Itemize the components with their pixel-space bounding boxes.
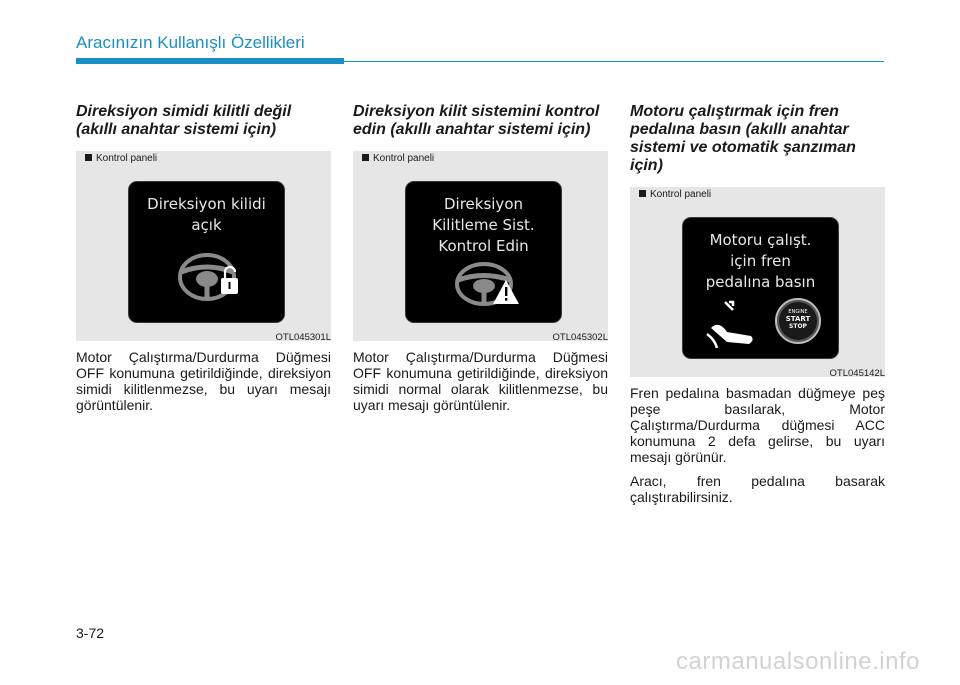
square-bullet-icon <box>362 154 369 161</box>
cluster-screen <box>682 217 839 359</box>
figure <box>353 151 608 341</box>
section-heading: Motoru çalıştırmak için fren pedalına basın (akıllı anahtar sistemi ve otomatik şanzıman için) <box>630 103 856 174</box>
header-title: Aracınızın Kullanışlı Özellikleri <box>76 33 305 52</box>
body-paragraph: Fren pedalına basmadan düğmeye peş peşe basılarak, Motor Çalıştırma/Durdurma düğmesi ACC konumuna 2 defa gelirse, bu uyarı mesajı görünür. <box>630 385 885 465</box>
button-label-stop: STOP <box>789 323 807 330</box>
section-steering-lock-check <box>353 103 608 413</box>
header-rule-thick <box>76 58 344 64</box>
figure-label-text: Kontrol paneli <box>96 153 158 164</box>
header-rule-thin <box>344 61 884 62</box>
button-label-engine: ENGINE <box>788 309 808 315</box>
screen-message: Direksiyon kilidi açık <box>147 195 266 234</box>
figure-code: OTL045302L <box>552 332 608 343</box>
steering-wheel-unlocked-icon <box>177 248 257 303</box>
cluster-screen <box>128 181 285 323</box>
steering-wheel-warning-icon <box>454 260 534 310</box>
figure-label <box>362 153 434 164</box>
figure <box>630 187 885 377</box>
figure-label-text: Kontrol paneli <box>373 153 435 164</box>
engine-start-stop-button <box>775 298 821 344</box>
cluster-screen <box>405 181 562 323</box>
square-bullet-icon <box>639 190 646 197</box>
figure <box>76 151 331 341</box>
watermark: carmanualsonline.info <box>676 648 920 675</box>
figure-code: OTL045142L <box>829 368 885 379</box>
section-steering-unlocked <box>76 103 331 413</box>
button-label-start: START <box>785 315 811 323</box>
body-paragraph: Aracı, fren pedalına basarak çalıştırabilirsiniz. <box>630 473 885 505</box>
section-heading: Direksiyon kilit sistemini kontrol edin (akıllı anahtar sistemi için) <box>353 103 600 138</box>
square-bullet-icon <box>85 154 92 161</box>
figure-label-text: Kontrol paneli <box>650 189 712 200</box>
screen-message: Motoru çalışt. için fren pedalına basın <box>705 231 816 291</box>
brake-pedal-icon <box>705 300 770 350</box>
figure-label <box>639 189 711 200</box>
body-paragraph: Motor Çalıştırma/Durdurma Düğmesi OFF konumuna getirildiğinde, direksiyon simidi normal olarak kilitlenmezse, bu uyarı mesajı görüntülenir. <box>353 349 608 413</box>
screen-message: Direksiyon Kilitleme Sist. Kontrol Edin <box>432 195 535 255</box>
body-paragraph: Motor Çalıştırma/Durdurma Düğmesi OFF konumuna getirildiğinde, direksiyon simidi kilitlenmezse, bu uyarı mesajı görüntülenir. <box>76 349 331 413</box>
section-press-brake <box>630 103 885 505</box>
figure-label <box>85 153 157 164</box>
section-heading: Direksiyon simidi kilitli değil (akıllı anahtar sistemi için) <box>76 103 292 138</box>
figure-code: OTL045301L <box>275 332 331 343</box>
page-number: 3-72 <box>76 625 105 641</box>
